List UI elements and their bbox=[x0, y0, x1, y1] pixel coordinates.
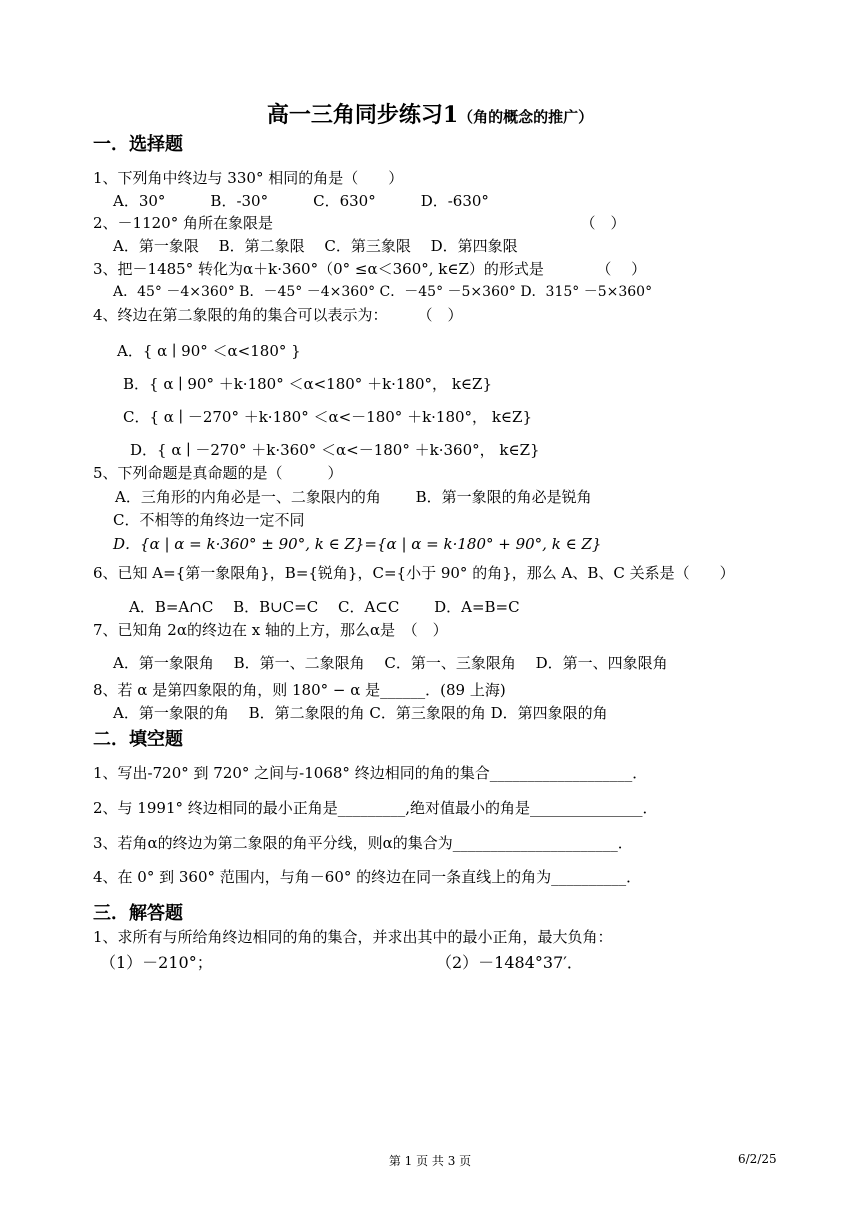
choice-q8: 8、若 α 是第四象限的角，则 180° − α 是______．(89 上海) bbox=[93, 681, 506, 699]
choice-q4: 4、终边在第二象限的角的集合可以表示为： （ ） bbox=[93, 306, 463, 324]
answer-q1-part2: （2）－1484°37′． bbox=[436, 953, 583, 972]
answer-q1-part1: （1）－210°； bbox=[100, 953, 213, 972]
choice-q2-options: A．第一象限 B．第二象限 C．第三象限 D．第四象限 bbox=[113, 237, 518, 255]
fill-q3: 3、若角α的终边为第二象限的角平分线，则α的集合为______________________． bbox=[93, 834, 633, 852]
fill-q4: 4、在 0° 到 360° 范围内，与角－60° 的终边在同一条直线上的角为__________． bbox=[93, 868, 642, 886]
choice-q6: 6、已知 A={第一象限角}，B={锐角}，C={小于 90° 的角}，那么 A、B、C 关系是（ ） bbox=[93, 564, 735, 582]
choice-q3: 3、把－1485° 转化为α＋k·360°（0° ≤α＜360°, k∈Z）的形式是 （ ） bbox=[93, 260, 647, 278]
choice-q6-options: A．B=A∩C B．B∪C=C C．A⊂C D．A=B=C bbox=[129, 598, 520, 616]
page-title bbox=[0, 98, 860, 129]
choice-q4-option-c: C．{ α ∣ －270° ＋k·180° ＜α<－180° ＋k·180°， k∈Z} bbox=[123, 408, 532, 426]
choice-q5-option-d: D．{α | α = k·360° ± 90°, k ∈ Z}={α | α = k·180° + 90°, k ∈ Z} bbox=[113, 535, 602, 553]
fill-q1: 1、写出-720° 到 720° 之间与-1068° 终边相同的角的集合___________________． bbox=[93, 764, 648, 782]
choice-q1-options: A．30° B．-30° C．630° D．-630° bbox=[113, 192, 489, 210]
choice-q1: 1、下列角中终边与 330° 相同的角是（ ） bbox=[93, 169, 404, 187]
choice-q7: 7、已知角 2α的终边在 x 轴的上方，那么α是 （ ） bbox=[93, 621, 448, 639]
fill-q2: 2、与 1991° 终边相同的最小正角是_________,绝对值最小的角是_______________． bbox=[93, 799, 658, 817]
choice-q5-option-ab: A．三角形的内角必是一、二象限内的角 B．第一象限的角必是锐角 bbox=[115, 488, 592, 506]
footer-date: 6/2/25 bbox=[738, 1152, 777, 1166]
choice-q4-option-b: B．{ α ∣ 90° ＋k·180° ＜α<180° ＋k·180°， k∈Z} bbox=[123, 375, 492, 393]
choice-q4-option-d: D．{ α ∣ －270° ＋k·360° ＜α<－180° ＋k·360°， k∈Z} bbox=[130, 441, 540, 459]
title-sub: （角的概念的推广） bbox=[458, 108, 594, 126]
section-heading-choice: 一．选择题 bbox=[93, 134, 183, 155]
section-heading-answer: 三．解答题 bbox=[93, 903, 183, 924]
section-heading-fill: 二．填空题 bbox=[93, 729, 183, 750]
choice-q5-option-c: C．不相等的角终边一定不同 bbox=[113, 511, 305, 529]
choice-q5: 5、下列命题是真命题的是（ ） bbox=[93, 464, 343, 482]
choice-q3-options: A．45° －4×360° B．－45° －4×360° C．－45° －5×360° D．315° －5×360° bbox=[113, 284, 653, 300]
page-number: 第 1 页 共 3 页 bbox=[388, 1154, 472, 1168]
choice-q2: 2、－1120° 角所在象限是 （ ） bbox=[93, 214, 626, 232]
answer-q1: 1、求所有与所给角终边相同的角的集合，并求出其中的最小正角，最大负角： bbox=[93, 928, 613, 946]
choice-q8-options: A．第一象限的角 B．第二象限的角 C．第三象限的角 D．第四象限的角 bbox=[113, 704, 608, 722]
choice-q7-options: A．第一象限角 B．第一、二象限角 C．第一、三象限角 D．第一、四象限角 bbox=[113, 654, 668, 672]
title-main: 高一三角同步练习1 bbox=[266, 102, 459, 128]
choice-q4-option-a: A．{ α ∣ 90° ＜α<180° } bbox=[117, 342, 301, 360]
